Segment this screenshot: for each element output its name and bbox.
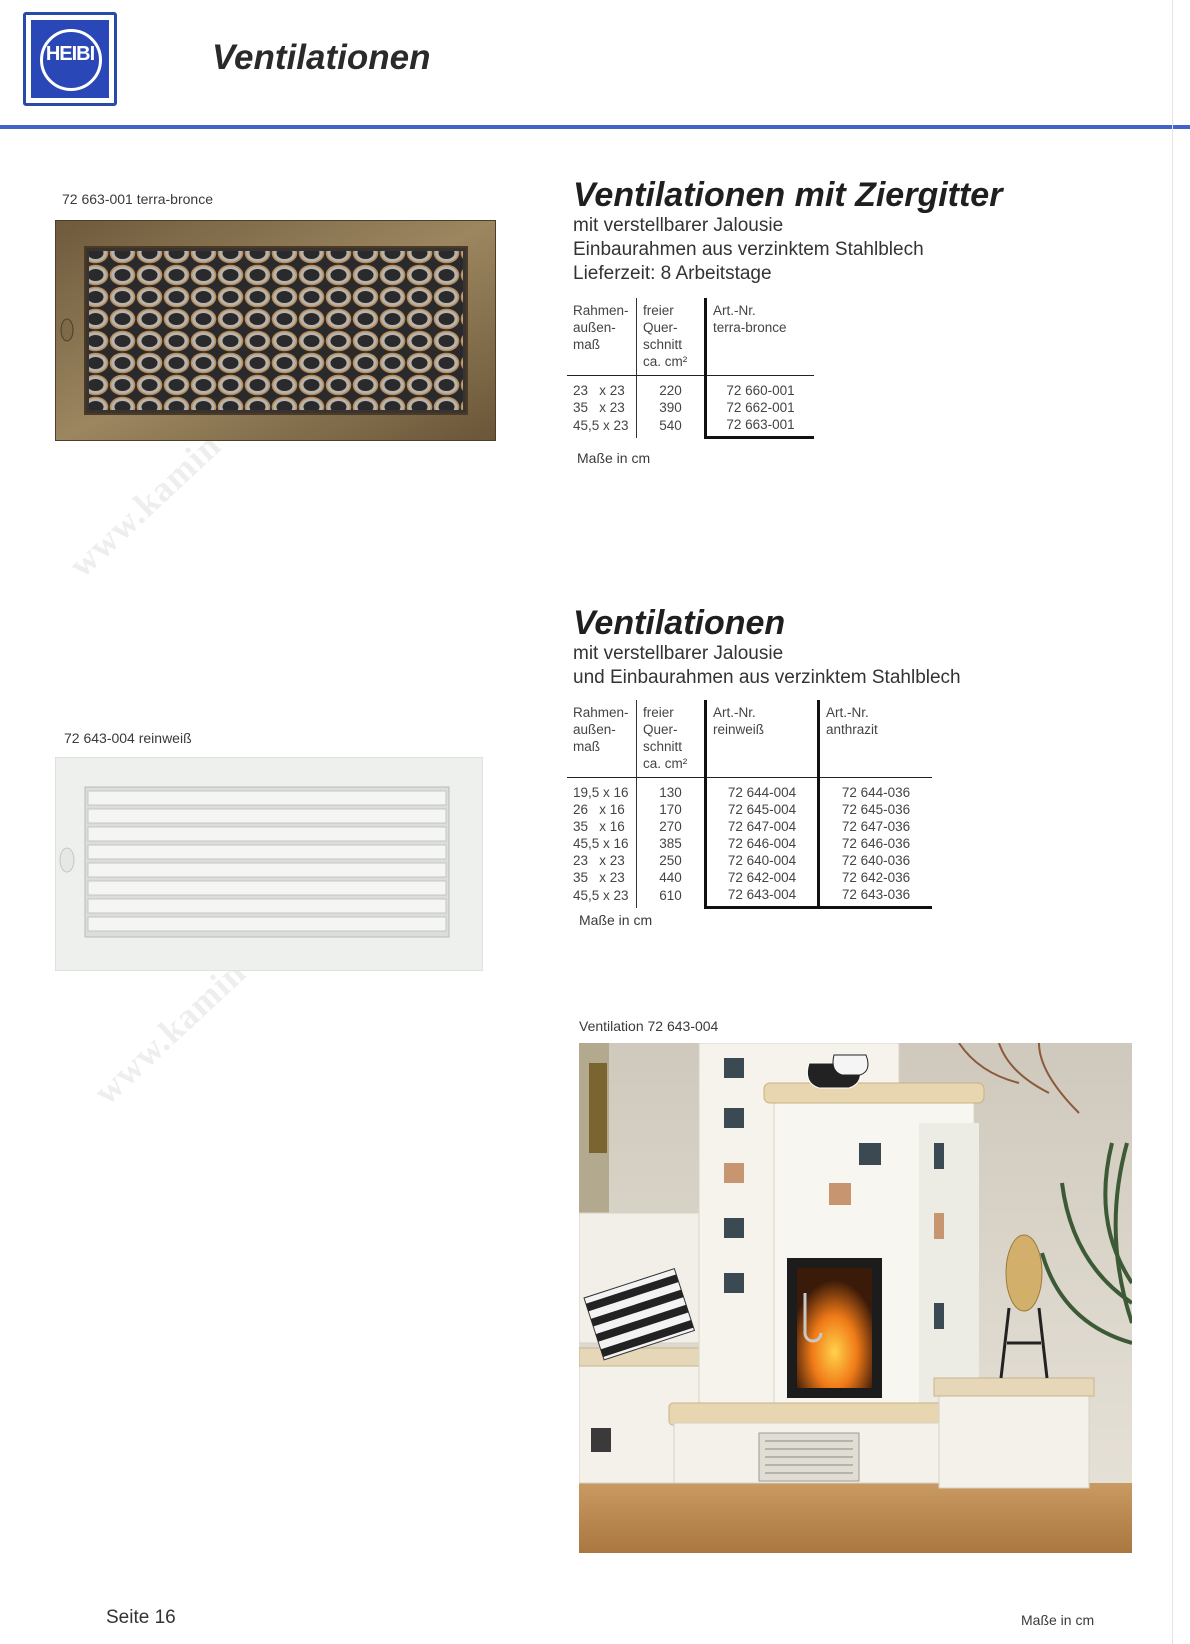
table-row bbox=[567, 852, 932, 869]
cell-area: 270 bbox=[637, 818, 706, 835]
cell-area: 130 bbox=[637, 778, 706, 802]
table-row bbox=[567, 376, 814, 400]
table-row bbox=[567, 416, 814, 438]
cell-size: 23 x 23 bbox=[573, 853, 625, 868]
table-row bbox=[567, 869, 932, 886]
cell-area: 250 bbox=[637, 852, 706, 869]
heibi-logo bbox=[23, 12, 117, 106]
cell-art-nr-reinweiss: 72 640-004 bbox=[706, 852, 819, 869]
cell-art-nr-reinweiss: 72 645-004 bbox=[706, 801, 819, 818]
cell-art-nr-anthrazit: 72 645-036 bbox=[819, 801, 933, 818]
header-frame-size: Rahmen- außen- maß bbox=[567, 700, 637, 778]
cell-art-nr-anthrazit: 72 647-036 bbox=[819, 818, 933, 835]
section1-line: mit verstellbarer Jalousie bbox=[573, 215, 784, 236]
cell-art-nr-anthrazit: 72 644-036 bbox=[819, 778, 933, 802]
cell-art-nr-anthrazit: 72 646-036 bbox=[819, 835, 933, 852]
page-edge bbox=[1172, 0, 1173, 1644]
cell-size: 19,5 x 16 bbox=[573, 785, 629, 800]
section-title-ziergitter: Ventilationen mit Ziergitter bbox=[573, 176, 1003, 214]
image-caption-terra-bronce: 72 663-001 terra-bronce bbox=[62, 191, 213, 207]
header-art-nr-terra-bronce: Art.-Nr. terra-bronce bbox=[706, 298, 815, 376]
vent-grille-terra-bronce-image bbox=[55, 220, 496, 441]
header-frame-size: Rahmen- außen- maß bbox=[567, 298, 637, 376]
photo-caption: Ventilation 72 643-004 bbox=[579, 1018, 719, 1034]
cell-area: 610 bbox=[637, 886, 706, 908]
section2-line: mit verstellbarer Jalousie bbox=[573, 643, 784, 664]
cell-area: 220 bbox=[637, 376, 706, 400]
cell-size: 45,5 x 23 bbox=[573, 887, 629, 903]
cell-size: 26 x 16 bbox=[573, 802, 625, 817]
table-row bbox=[567, 399, 814, 416]
table-row bbox=[567, 886, 932, 908]
table-row bbox=[567, 801, 932, 818]
cell-area: 390 bbox=[637, 399, 706, 416]
cell-art-nr-reinweiss: 72 646-004 bbox=[706, 835, 819, 852]
section1-line: Einbaurahmen aus verzinktem Stahlblech bbox=[573, 239, 924, 260]
cell-area: 385 bbox=[637, 835, 706, 852]
cell-size: 35 x 16 bbox=[573, 819, 625, 834]
header-cross-section: freier Quer- schnitt ca. cm² bbox=[637, 298, 706, 376]
section-title-ventilationen: Ventilationen bbox=[573, 604, 786, 642]
section2-description bbox=[573, 642, 961, 690]
cell-size: 45,5 x 23 bbox=[573, 417, 629, 433]
spec-table-terra-bronce bbox=[567, 298, 814, 439]
cell-area: 540 bbox=[637, 416, 706, 438]
cell-art-nr-anthrazit: 72 642-036 bbox=[819, 869, 933, 886]
header-art-nr-reinweiss: Art.-Nr. reinweiß bbox=[706, 700, 819, 778]
cell-size: 35 x 23 bbox=[573, 400, 625, 415]
logo-text: HEIBI bbox=[45, 43, 95, 65]
cell-area: 170 bbox=[637, 801, 706, 818]
cell-art-nr-reinweiss: 72 644-004 bbox=[706, 778, 819, 802]
page-number: Seite 16 bbox=[106, 1607, 176, 1628]
section1-units-note: Maße in cm bbox=[577, 450, 651, 466]
cell-art-nr: 72 663-001 bbox=[706, 416, 815, 438]
cell-size: 23 x 23 bbox=[573, 383, 625, 398]
section2-units-note: Maße in cm bbox=[579, 912, 653, 928]
tiled-stove-photo bbox=[579, 1043, 1132, 1553]
cell-art-nr-reinweiss: 72 647-004 bbox=[706, 818, 819, 835]
section1-line: Lieferzeit: 8 Arbeitstage bbox=[573, 263, 772, 284]
vent-grille-white-image bbox=[55, 757, 483, 971]
image-caption-reinweiss: 72 643-004 reinweiß bbox=[64, 730, 192, 746]
table-header-row bbox=[567, 700, 932, 778]
page-title: Ventilationen bbox=[212, 38, 431, 77]
header-cross-section: freier Quer- schnitt ca. cm² bbox=[637, 700, 706, 778]
cell-art-nr-reinweiss: 72 642-004 bbox=[706, 869, 819, 886]
cell-size: 35 x 23 bbox=[573, 870, 625, 885]
table-row bbox=[567, 778, 932, 802]
table-row bbox=[567, 818, 932, 835]
cell-art-nr: 72 660-001 bbox=[706, 376, 815, 400]
table-row bbox=[567, 835, 932, 852]
cell-area: 440 bbox=[637, 869, 706, 886]
cell-art-nr-anthrazit: 72 640-036 bbox=[819, 852, 933, 869]
table-header-row bbox=[567, 298, 814, 376]
cell-size: 45,5 x 16 bbox=[573, 836, 629, 851]
cell-art-nr-anthrazit: 72 643-036 bbox=[819, 886, 933, 908]
header-art-nr-anthrazit: Art.-Nr. anthrazit bbox=[819, 700, 933, 778]
cell-art-nr-reinweiss: 72 643-004 bbox=[706, 886, 819, 908]
header-rule bbox=[0, 125, 1190, 129]
footer-units-note: Maße in cm bbox=[1021, 1612, 1095, 1628]
spec-table-ventilationen bbox=[567, 700, 932, 909]
section1-description bbox=[573, 214, 924, 286]
cell-art-nr: 72 662-001 bbox=[706, 399, 815, 416]
section2-line: und Einbaurahmen aus verzinktem Stahlblech bbox=[573, 667, 961, 688]
